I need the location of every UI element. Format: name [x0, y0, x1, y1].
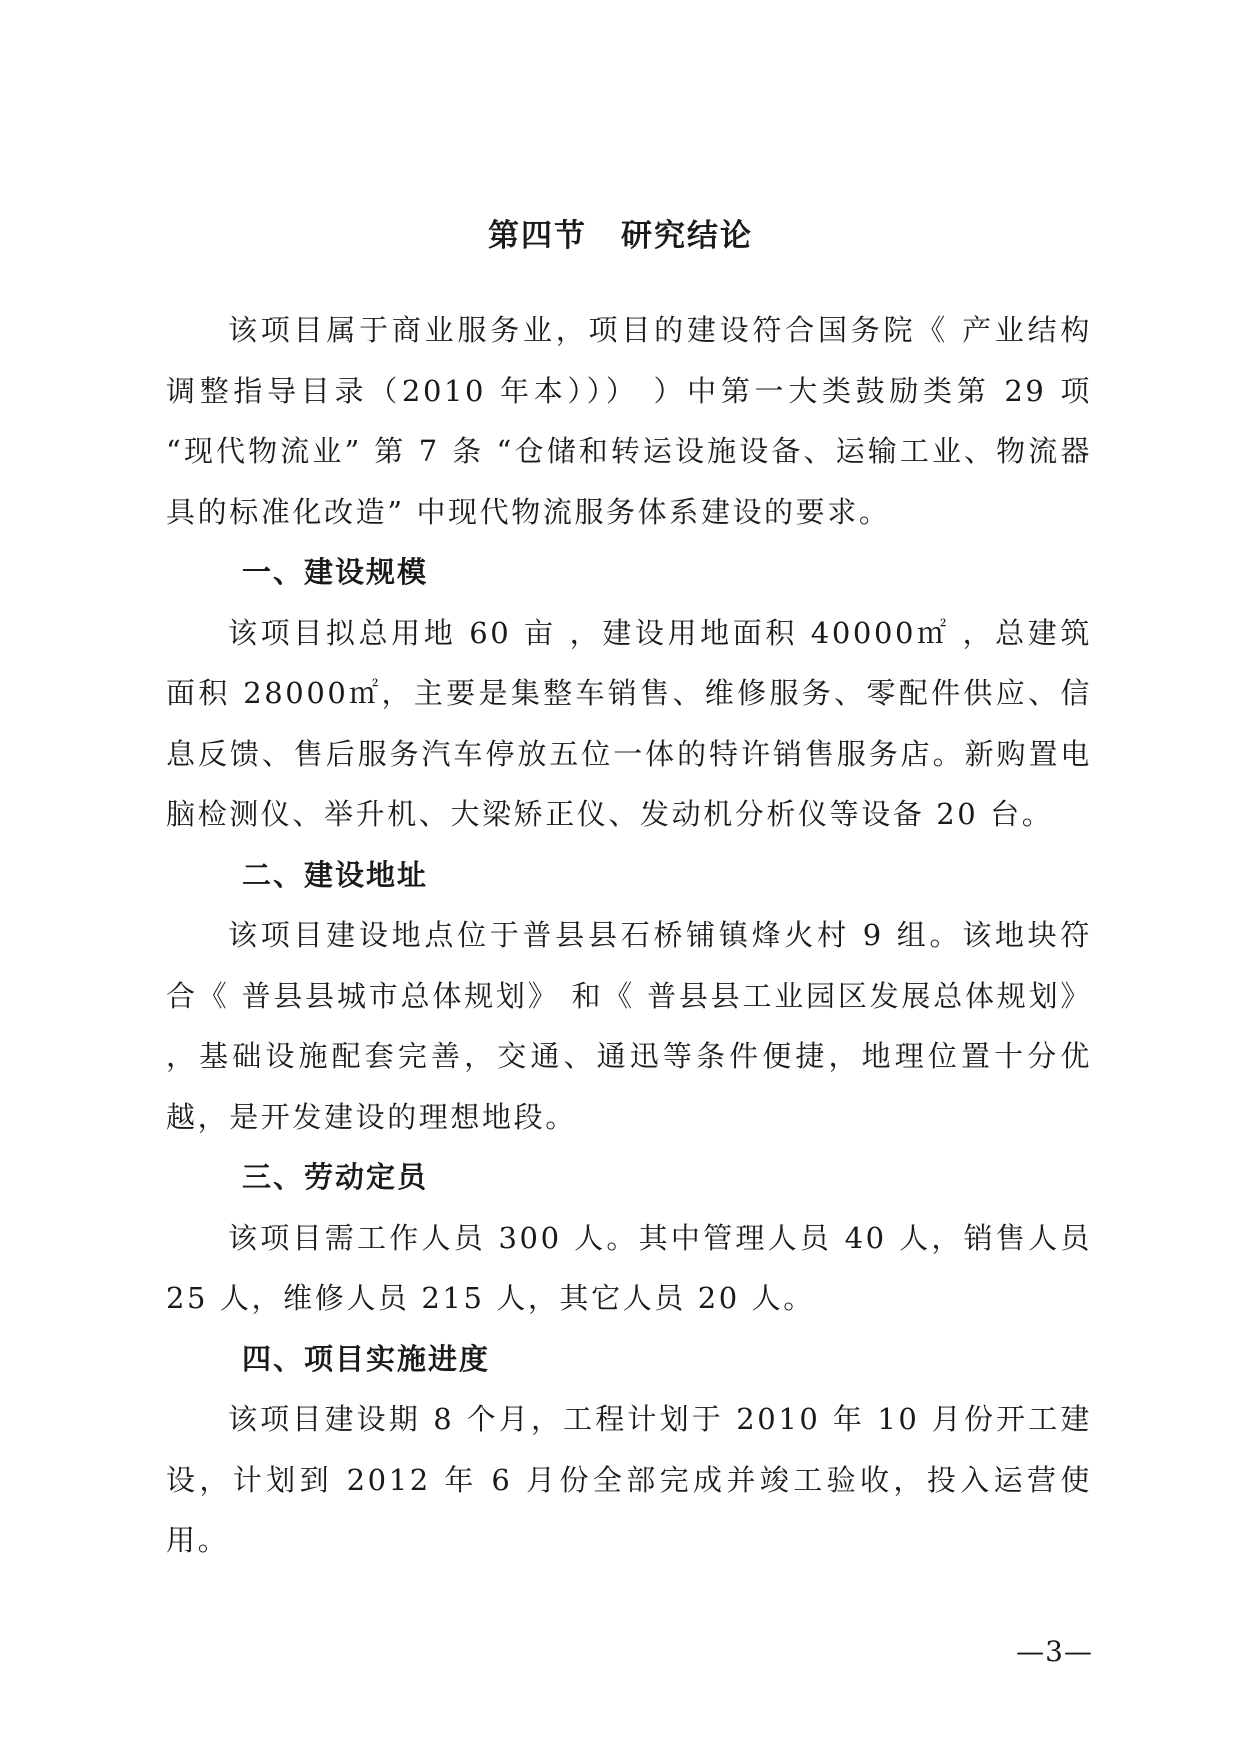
intro-paragraph: 该项目属于商业服务业，项目的建设符合国务院《 产业结构调整指导目录（2010 年本））） ）中第一大类鼓励类第 29 项 “现代物流业” 第 7 条 “仓储和转运设施设备、运输工业、物流器具的标准化改造” 中现代物流服务体系建设的要求。 — [166, 313, 1092, 529]
document-body — [166, 300, 1092, 1571]
section-title — [0, 214, 1241, 258]
paragraph-schedule: 该项目建设期 8 个月，工程计划于 2010 年 10 月份开工建设，计划到 2012 年 6 月份全部完成并竣工验收，投入运营使用。 — [166, 1402, 1092, 1557]
paragraph-staffing: 该项目需工作人员 300 人。其中管理人员 40 人，销售人员 25 人，维修人员 215 人，其它人员 20 人。 — [166, 1220, 1092, 1315]
section-name: 研究结论 — [621, 218, 753, 254]
heading-staffing: 三、劳动定员 — [242, 1160, 429, 1194]
heading-schedule: 四、项目实施进度 — [242, 1341, 491, 1376]
heading-construction-scale: 一、建设规模 — [242, 555, 429, 589]
paragraph-construction-site: 该项目建设地点位于普县县石桥铺镇烽火村 9 组。该地块符合《 普县县城市总体规划》 和《 普县县工业园区发展总体规划》 ，基础设施配套完善，交通、通迅等条件便捷，地理位置十分优越，是开发建设的理想地段。 — [166, 918, 1092, 1134]
paragraph-construction-scale: 该项目拟总用地 60 亩 ，建设用地面积 40000㎡ ，总建筑面积 28000㎡，主要是集整车销售、维修服务、零配件供应、信息反馈、售后服务汽车停放五位一体的特许销售服务店。新购置电脑检测仪、举升机、大梁矫正仪、发动机分析仪等设备 20 台。 — [166, 615, 1092, 831]
section-number: 第四节 — [488, 218, 587, 254]
heading-construction-site: 二、建设地址 — [242, 857, 429, 892]
page-number: —3— — [1016, 1635, 1093, 1668]
